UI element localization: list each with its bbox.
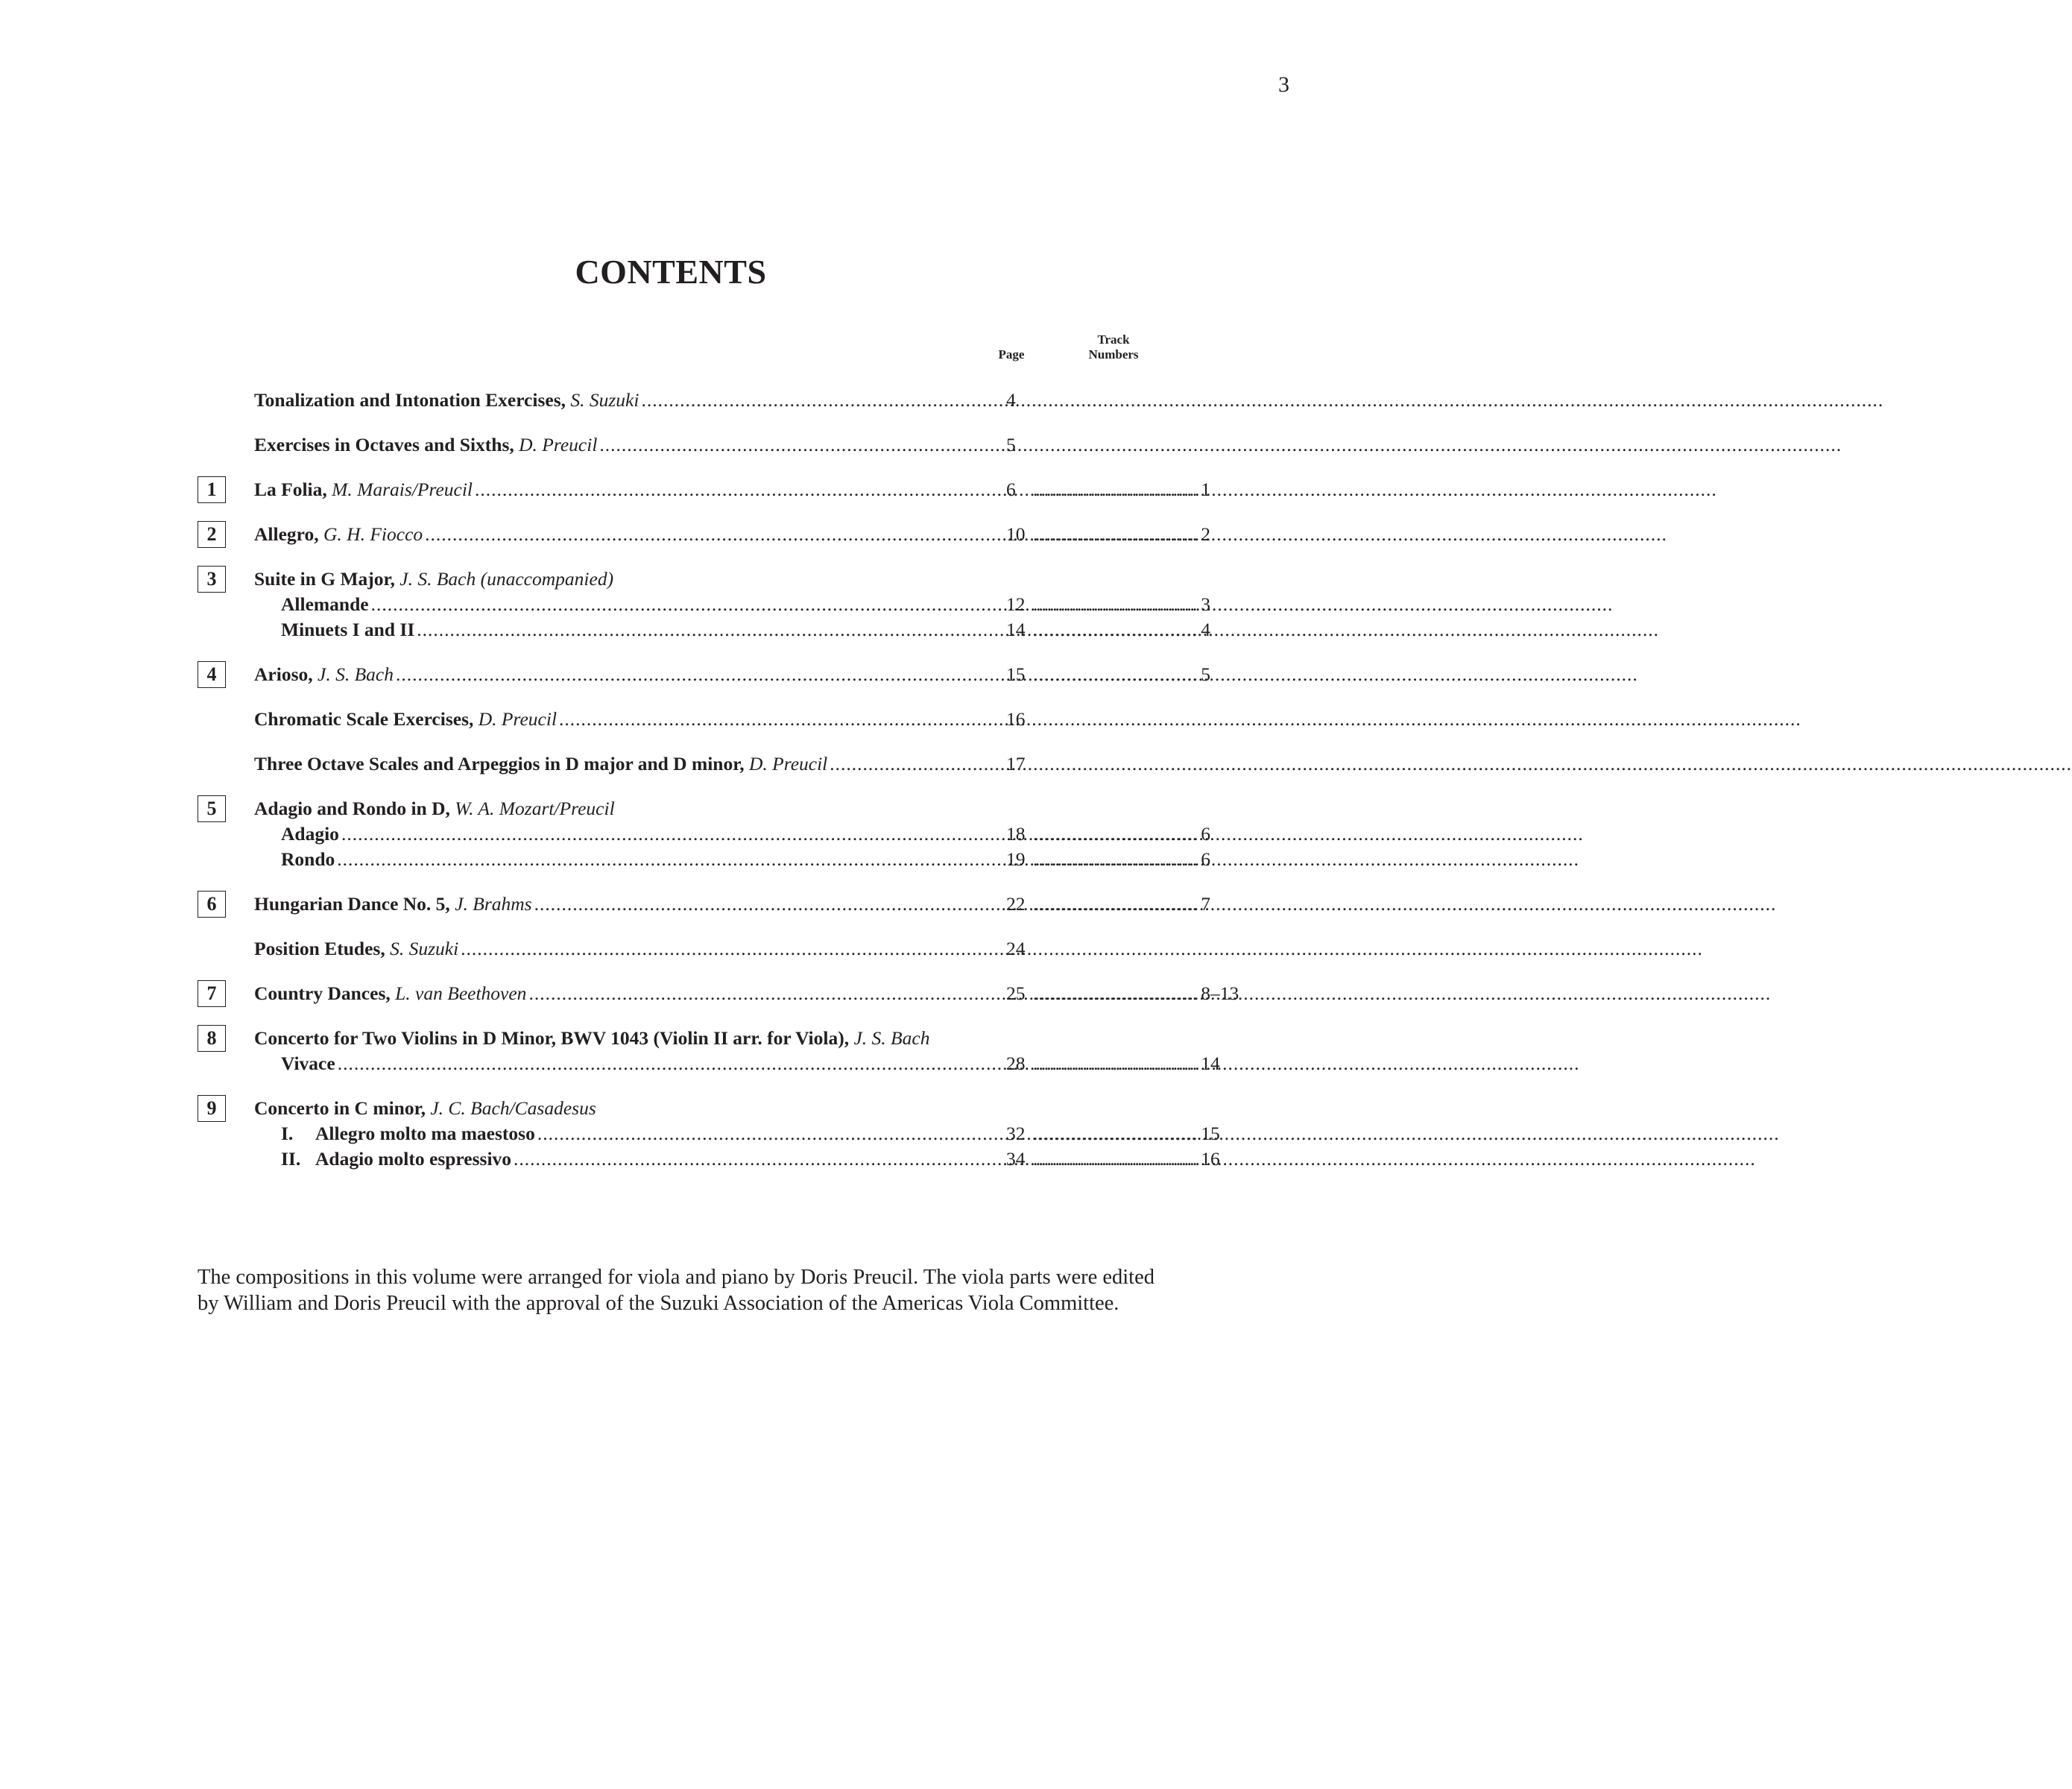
entry-text — [254, 751, 827, 777]
movement-row — [281, 592, 1210, 617]
movement-title: Allegro molto ma maestoso — [315, 1123, 535, 1144]
entry-leader — [254, 892, 1003, 917]
movement-row — [281, 617, 1210, 643]
entry-title: Allegro, — [254, 523, 319, 545]
entry-text — [254, 662, 394, 687]
entry-number-box: 2 — [198, 521, 226, 548]
movement-row — [281, 1121, 1220, 1146]
entry-leader — [254, 432, 1003, 458]
entry-leader — [281, 617, 1003, 643]
contents-entry — [254, 751, 1029, 777]
contents-entry — [254, 388, 1029, 413]
track-number-text: 15 — [1201, 1123, 1220, 1144]
track-dot-leader: .............................. — [1033, 619, 1198, 640]
entry-text — [254, 981, 526, 1006]
track-number-value — [1033, 662, 1210, 687]
entry-leader — [281, 1146, 1003, 1172]
track-number-text: 3 — [1201, 593, 1210, 615]
entry-leader — [254, 522, 1003, 547]
movement-row — [281, 847, 1210, 872]
movement-row — [281, 1051, 1220, 1076]
entry-composer: D. Preucil — [519, 434, 598, 455]
track-number-text: 4 — [1201, 619, 1210, 640]
dot-leader — [339, 821, 1584, 847]
page-number-value: 25 — [1006, 982, 1026, 1004]
entry-composer: J. C. Bach/Casadesus — [430, 1097, 596, 1119]
entry-number-box: 4 — [198, 661, 226, 688]
entry-leader — [281, 1121, 1003, 1146]
track-number-text: 16 — [1201, 1148, 1220, 1170]
track-dot-leader: .............................. — [1033, 848, 1198, 870]
track-number-text: 5 — [1201, 663, 1210, 685]
entry-text — [254, 522, 423, 547]
contents-entry — [254, 936, 1029, 962]
entry-title: Tonalization and Intonation Exercises, — [254, 389, 566, 411]
entry-number-box: 3 — [198, 566, 226, 593]
entry-leader — [281, 592, 1003, 617]
entry-text — [254, 432, 597, 458]
entry-composer: M. Marais/Preucil — [332, 479, 473, 500]
entry-text — [281, 1051, 335, 1076]
page-number-value: 14 — [1006, 619, 1026, 640]
track-number-text: 1 — [1201, 479, 1210, 500]
entry-title: Exercises in Octaves and Sixths, — [254, 434, 514, 455]
page-title: CONTENTS — [575, 253, 767, 291]
entry-composer: J. Brahms — [455, 893, 532, 915]
movement-title: Adagio molto espressivo — [315, 1148, 512, 1170]
movement-row — [281, 821, 1210, 847]
page-number-value: 24 — [1006, 938, 1026, 959]
page-number-value: 5 — [1006, 434, 1016, 455]
track-dot-leader: .............................. — [1033, 663, 1198, 685]
entry-number-box: 5 — [198, 795, 226, 822]
track-dot-leader: .............................. — [1033, 893, 1198, 915]
page-number-value: 22 — [1006, 893, 1026, 915]
movement-title: Adagio — [281, 823, 339, 845]
dot-leader — [369, 592, 1614, 617]
entry-title: Chromatic Scale Exercises, — [254, 708, 474, 730]
movement-title: Rondo — [281, 848, 335, 870]
track-number-text: 7 — [1201, 893, 1210, 915]
entry-composer: D. Preucil — [748, 753, 828, 774]
entry-leader — [254, 477, 1003, 502]
entry-text — [254, 936, 458, 962]
entry-composer: J. S. Bach — [318, 663, 394, 685]
entry-text — [281, 821, 339, 847]
movement-numeral: II. — [281, 1148, 301, 1170]
dot-leader — [335, 1051, 1580, 1076]
contents-entry — [254, 662, 1210, 687]
entry-title: Concerto in C minor, — [254, 1097, 426, 1119]
entry-composer: S. Suzuki — [570, 389, 639, 411]
entry-title: Hungarian Dance No. 5, — [254, 893, 450, 915]
entry-title: Position Etudes, — [254, 938, 385, 959]
entry-leader — [254, 388, 1003, 413]
entry-text — [281, 1121, 535, 1146]
track-number-value — [1033, 477, 1210, 502]
entry-text — [254, 707, 557, 732]
entry-number-box: 6 — [198, 891, 226, 918]
track-number-value — [1033, 847, 1210, 872]
track-dot-leader: .............................. — [1033, 479, 1198, 500]
track-dot-leader: .............................. — [1033, 593, 1198, 615]
track-number-text: 6 — [1201, 848, 1210, 870]
entry-title: Adagio and Rondo in D, — [254, 798, 450, 819]
entry-title: Concerto for Two Violins in D Minor, BWV 1043 (Violin II arr. for Viola), — [254, 1027, 850, 1049]
entry-leader — [254, 936, 1003, 962]
movement-title: Vivace — [281, 1053, 335, 1074]
page-number-value: 19 — [1006, 848, 1026, 870]
track-number-value — [1033, 821, 1210, 847]
movement-title: Minuets I and II — [281, 619, 415, 640]
page-number-value: 15 — [1006, 663, 1026, 685]
entry-composer: G. H. Fiocco — [323, 523, 423, 545]
entry-text — [281, 617, 414, 643]
dot-leader — [458, 936, 1703, 962]
entry-number-box: 1 — [198, 476, 226, 503]
entry-leader — [281, 1051, 1003, 1076]
entry-text — [281, 847, 335, 872]
entry-leader — [254, 751, 1003, 777]
entry-composer: J. S. Bach — [853, 1027, 930, 1049]
track-number-value — [1033, 1121, 1220, 1146]
contents-entry — [254, 432, 1029, 458]
track-number-value — [1033, 892, 1210, 917]
entry-title: Arioso, — [254, 663, 313, 685]
track-column-header: Track Numbers — [1088, 332, 1139, 362]
page-number-value: 34 — [1006, 1148, 1026, 1170]
contents-entry — [254, 981, 1239, 1006]
track-dot-leader: .............................. — [1033, 1148, 1198, 1170]
entry-text — [281, 1146, 511, 1172]
dot-leader — [639, 388, 1883, 413]
entry-number-box: 7 — [198, 980, 226, 1007]
entry-leader — [281, 847, 1003, 872]
track-dot-leader: .............................. — [1033, 1123, 1198, 1144]
track-dot-leader: .............................. — [1033, 982, 1198, 1004]
arrangement-note: The compositions in this volume were arranged for viola and piano by Doris Preucil. The viola parts were edited by William and Doris Preucil with the approval of the Suzuki Association of the Americas Viola Committee. — [198, 1266, 1155, 1315]
entry-leader — [254, 707, 1003, 732]
track-number-value — [1033, 617, 1210, 643]
page-number-value: 28 — [1006, 1053, 1026, 1074]
page-number-value: 16 — [1006, 708, 1026, 730]
entry-title: Country Dances, — [254, 982, 391, 1004]
track-number-text: 8–13 — [1201, 982, 1239, 1004]
contents-entry — [254, 892, 1210, 917]
entry-composer: W. A. Mozart/Preucil — [455, 798, 615, 819]
entry-text — [254, 388, 639, 413]
entry-composer: L. van Beethoven — [395, 982, 527, 1004]
entry-text — [281, 592, 369, 617]
track-number-text: 2 — [1201, 523, 1210, 545]
contents-entry — [254, 477, 1210, 502]
entry-leader — [254, 662, 1003, 687]
page-number-value: 18 — [1006, 823, 1026, 845]
entry-composer: J. S. Bach (unaccompanied) — [399, 568, 614, 590]
entry-composer: S. Suzuki — [390, 938, 459, 959]
track-number-value — [1033, 522, 1210, 547]
track-number-value — [1033, 1051, 1220, 1076]
entry-title: La Folia, — [254, 479, 327, 500]
movement-numeral: I. — [281, 1123, 294, 1144]
page-number: 3 — [1278, 72, 1289, 97]
entry-title: Three Octave Scales and Arpeggios in D major and D minor, — [254, 753, 745, 774]
contents-entry — [254, 707, 1029, 732]
entry-heading — [254, 567, 613, 592]
entry-number-box: 9 — [198, 1095, 226, 1122]
entry-composer: D. Preucil — [478, 708, 558, 730]
entry-leader — [281, 821, 1003, 847]
entry-heading — [254, 1026, 929, 1051]
page-column-header: Page — [998, 347, 1025, 362]
track-dot-leader: .............................. — [1033, 823, 1198, 845]
movement-row — [281, 1146, 1220, 1172]
track-number-text: 6 — [1201, 823, 1210, 845]
track-dot-leader: .............................. — [1033, 523, 1198, 545]
track-number-value — [1033, 981, 1239, 1006]
dot-leader — [557, 707, 1801, 732]
entry-heading — [254, 796, 615, 821]
dot-leader — [597, 432, 1842, 458]
entry-title: Suite in G Major, — [254, 568, 395, 590]
page-number-value: 32 — [1006, 1123, 1026, 1144]
movement-title: Allemande — [281, 593, 369, 615]
contents-entry — [254, 522, 1210, 547]
entry-text — [254, 477, 473, 502]
page-number-value: 17 — [1006, 753, 1026, 774]
track-number-value — [1033, 592, 1210, 617]
page-number-value: 12 — [1006, 593, 1026, 615]
track-dot-leader: .............................. — [1033, 1053, 1198, 1074]
track-number-value — [1033, 1146, 1220, 1172]
page-number-value: 4 — [1006, 389, 1016, 411]
entry-leader — [254, 981, 1003, 1006]
entry-number-box: 8 — [198, 1025, 226, 1052]
entry-heading — [254, 1096, 596, 1121]
entry-text — [254, 892, 532, 917]
dot-leader — [335, 847, 1579, 872]
track-number-text: 14 — [1201, 1053, 1220, 1074]
page-number-value: 10 — [1006, 523, 1026, 545]
page-number-value: 6 — [1006, 479, 1016, 500]
